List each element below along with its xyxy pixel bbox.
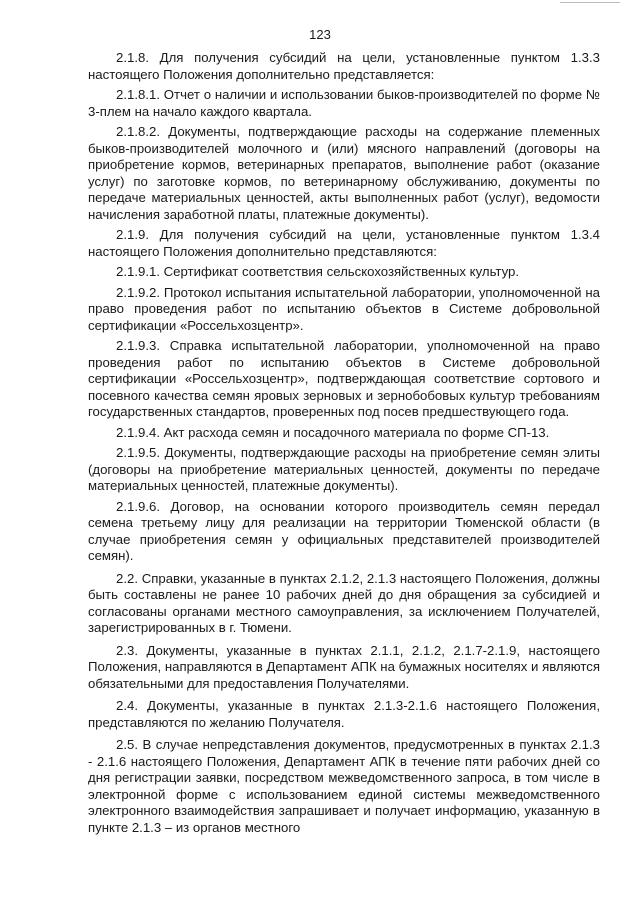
page-number: 123 (309, 27, 331, 42)
paragraph-2-1-9: 2.1.9. Для получения субсидий на цели, установленные пунктом 1.3.4 настоящего Положения дополнительно представляются: (88, 227, 600, 259)
paragraph-2-5: 2.5. В случае непредставления документов, предусмотренных в пунктах 2.1.3 - 2.1.6 настоящего Положения, Департамент АПК в течение пяти рабочих дней со дня регистрации заявки, посредством межведомственного запроса, в том числе в электронной форме с использованием единой системы межведомственного электронного взаимодействия запрашивает и получает информацию, указанную в пункте 2.1.3 – из органов местного (88, 737, 600, 835)
paragraph-2-4: 2.4. Документы, указанные в пунктах 2.1.3-2.1.6 настоящего Положения, представляются по желанию Получателя. (88, 698, 600, 730)
paragraph-2-1-9-3: 2.1.9.3. Справка испытательной лаборатории, уполномоченной на право проведения работ по испытанию объектов в Системе добровольной сертификации «Россельхозцентр», подтверждающая соответствие сортового и посевного качества семян яровых зерновых и зернобобовых культур требованиям государственных стандартов, проверенных под посев предшествующего года. (88, 338, 600, 419)
paragraph-2-3: 2.3. Документы, указанные в пунктах 2.1.1, 2.1.2, 2.1.7-2.1.9, настоящего Положения, направляются в Департамент АПК на бумажных носителях и являются обязательными для предоставления Получателями. (88, 642, 600, 691)
paragraph-2-1-9-5: 2.1.9.5. Документы, подтверждающие расходы на приобретение семян элиты (договоры на приобретение материальных ценностей, документы по передаче материальных ценностей, платежные документы). (88, 445, 600, 493)
paragraph-2-1-9-1: 2.1.9.1. Сертификат соответствия сельскохозяйственных культур. (116, 264, 520, 279)
paragraph-2-1-8-2: 2.1.8.2. Документы, подтверждающие расходы на содержание племенных быков-производителей молочного и (или) мясного направлений (договоры на приобретение кормов, ветеринарных препаратов, выполнение работ (оказание услуг) по заготовке кормов, по ветеринарному обслуживанию, документы по передаче материальных ценностей, акты выполненных работ (услуг), ведомости начисления заработной платы, платежные документы). (88, 124, 600, 222)
paragraph-2-2: 2.2. Справки, указанные в пунктах 2.1.2, 2.1.3 настоящего Положения, должны быть составлены не ранее 10 рабочих дней до дня обращения за субсидией и согласованы органами местного самоуправления, за исключением Получателей, зарегистрированных в г. Тюмени. (88, 570, 600, 635)
document-body (88, 50, 600, 840)
paragraph-2-1-8-1: 2.1.8.1. Отчет о наличии и использовании быков-производителей по форме № 3-плем на начало каждого квартала. (88, 87, 600, 119)
scan-edge-line (560, 2, 620, 3)
paragraph-2-1-9-6: 2.1.9.6. Договор, на основании которого производитель семян передал семена третьему лицу для реализации на территории Тюменской области (в случае приобретения семян у официальных представителей производителей семян). (88, 498, 600, 563)
paragraph-2-1-8: 2.1.8. Для получения субсидий на цели, установленные пунктом 1.3.3 настоящего Положения дополнительно представляется: (88, 50, 600, 82)
paragraph-2-1-9-2: 2.1.9.2. Протокол испытания испытательной лаборатории, уполномоченной на право проведения работ по испытанию объектов в Системе добровольной сертификации «Россельхозцентр». (88, 284, 600, 333)
paragraph-2-1-9-4: 2.1.9.4. Акт расхода семян и посадочного материала по форме СП-13. (116, 424, 550, 440)
